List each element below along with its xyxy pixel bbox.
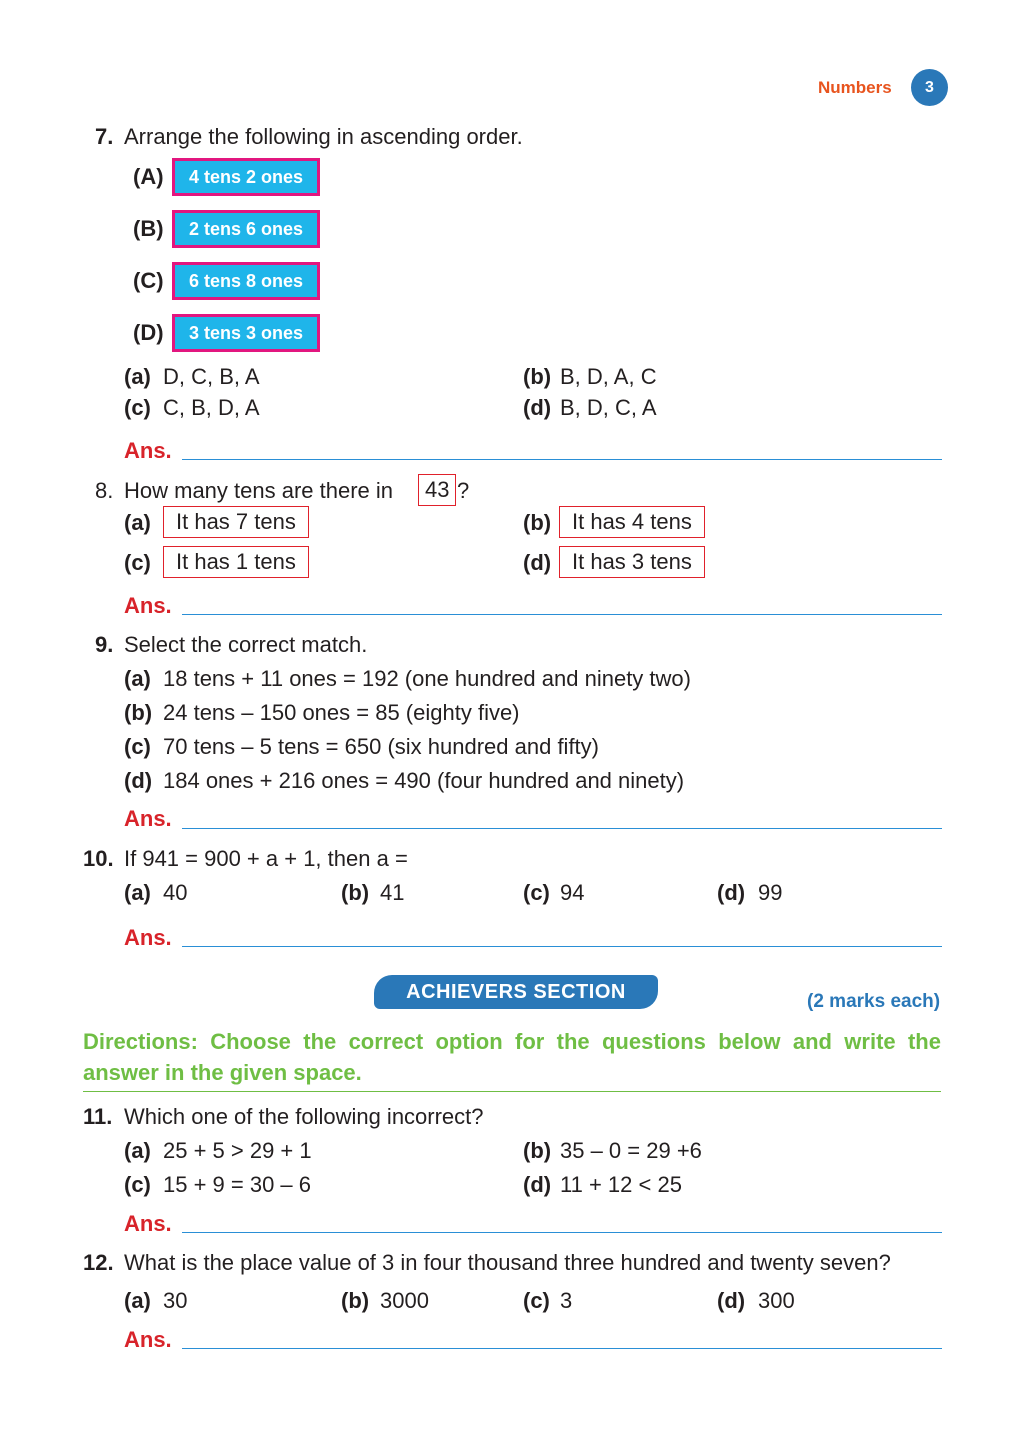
section-heading: ACHIEVERS SECTION <box>374 975 658 1009</box>
answer-label: Ans. <box>124 438 172 463</box>
question-text: What is the place value of 3 in four thousand three hundred and twenty seven? <box>124 1250 891 1275</box>
marks-note: (2 marks each) <box>807 991 941 1012</box>
answer-line[interactable] <box>182 1348 942 1349</box>
tile-label: (B) <box>133 216 164 241</box>
option-text: 94 <box>560 880 585 905</box>
option-box: It has 7 tens <box>163 506 309 538</box>
option-text: 30 <box>163 1288 188 1313</box>
answer-line[interactable] <box>182 946 942 947</box>
tile-label: (A) <box>133 164 164 189</box>
option-box: It has 1 tens <box>163 546 309 578</box>
answer-label: Ans. <box>124 593 172 618</box>
option-label: (d) <box>523 1172 552 1197</box>
option-text: 15 + 9 = 30 – 6 <box>163 1172 312 1197</box>
question-number: 9. <box>95 632 114 657</box>
question-text: If 941 = 900 + a + 1, then a = <box>124 846 408 871</box>
chapter-title: Numbers <box>818 78 892 97</box>
option-label: (b) <box>341 1288 370 1313</box>
option-label: (a) <box>124 666 151 691</box>
place-value-tile: 3 tens 3 ones <box>172 314 320 352</box>
answer-line[interactable] <box>182 614 942 615</box>
option-label: (a) <box>124 510 151 535</box>
place-value-tile: 4 tens 2 ones <box>172 158 320 196</box>
question-number: 12. <box>83 1250 114 1275</box>
option-text: 3 <box>560 1288 573 1313</box>
option-label: (c) <box>124 1172 151 1197</box>
question-number: 10. <box>83 846 114 871</box>
option-text: 41 <box>380 880 405 905</box>
answer-label: Ans. <box>124 925 172 950</box>
page-number-badge: 3 <box>911 69 948 106</box>
answer-line[interactable] <box>182 1232 942 1233</box>
answer-label: Ans. <box>124 806 172 831</box>
option-text: C, B, D, A <box>163 395 260 420</box>
question-mark: ? <box>457 478 470 503</box>
option-text: 11 + 12 < 25 <box>560 1172 682 1197</box>
option-text: 99 <box>758 880 783 905</box>
option-label: (b) <box>523 364 552 389</box>
answer-label: Ans. <box>124 1211 172 1236</box>
option-label: (b) <box>523 1138 552 1163</box>
option-label: (b) <box>124 700 153 725</box>
option-label: (a) <box>124 364 151 389</box>
option-text: 35 – 0 = 29 +6 <box>560 1138 702 1163</box>
directions-text: Directions: Choose the correct option for the questions below and write the answer in the given space. <box>83 1029 941 1085</box>
option-label: (a) <box>124 880 151 905</box>
option-text: 300 <box>758 1288 795 1313</box>
question-number: 11. <box>83 1104 113 1129</box>
option-label: (c) <box>124 395 151 420</box>
tile-label: (D) <box>133 320 164 345</box>
answer-line[interactable] <box>182 828 942 829</box>
question-text: Which one of the following incorrect? <box>124 1104 484 1129</box>
question-number: 7. <box>95 124 114 149</box>
option-text: 40 <box>163 880 188 905</box>
place-value-tile: 6 tens 8 ones <box>172 262 320 300</box>
tile-label: (C) <box>133 268 164 293</box>
place-value-tile: 2 tens 6 ones <box>172 210 320 248</box>
boxed-number: 43 <box>418 474 456 506</box>
option-text: 3000 <box>380 1288 429 1313</box>
option-box: It has 4 tens <box>559 506 705 538</box>
question-text: Select the correct match. <box>124 632 368 657</box>
option-box: It has 3 tens <box>559 546 705 578</box>
option-label: (c) <box>523 880 550 905</box>
answer-line[interactable] <box>182 459 942 460</box>
option-text: B, D, C, A <box>560 395 657 420</box>
option-label: (c) <box>124 550 151 575</box>
directions-divider <box>83 1091 941 1092</box>
option-text: 25 + 5 > 29 + 1 <box>163 1138 312 1163</box>
option-label: (b) <box>341 880 370 905</box>
option-label: (d) <box>523 395 552 420</box>
option-text: B, D, A, C <box>560 364 657 389</box>
question-text: Arrange the following in ascending order. <box>124 124 523 149</box>
option-label: (d) <box>717 880 746 905</box>
question-text: How many tens are there in <box>124 478 394 503</box>
option-label: (b) <box>523 510 552 535</box>
option-text: D, C, B, A <box>163 364 260 389</box>
option-label: (c) <box>523 1288 550 1313</box>
option-label: (c) <box>124 734 151 759</box>
option-text: 70 tens – 5 tens = 650 (six hundred and fifty) <box>163 734 599 759</box>
option-label: (d) <box>717 1288 746 1313</box>
answer-label: Ans. <box>124 1327 172 1352</box>
option-label: (d) <box>124 768 153 793</box>
option-label: (a) <box>124 1138 151 1163</box>
option-text: 184 ones + 216 ones = 490 (four hundred and ninety) <box>163 768 685 793</box>
option-text: 18 tens + 11 ones = 192 (one hundred and ninety two) <box>163 666 691 691</box>
question-number: 8. <box>95 478 114 503</box>
option-text: 24 tens – 150 ones = 85 (eighty five) <box>163 700 520 725</box>
option-label: (a) <box>124 1288 151 1313</box>
option-label: (d) <box>523 550 552 575</box>
